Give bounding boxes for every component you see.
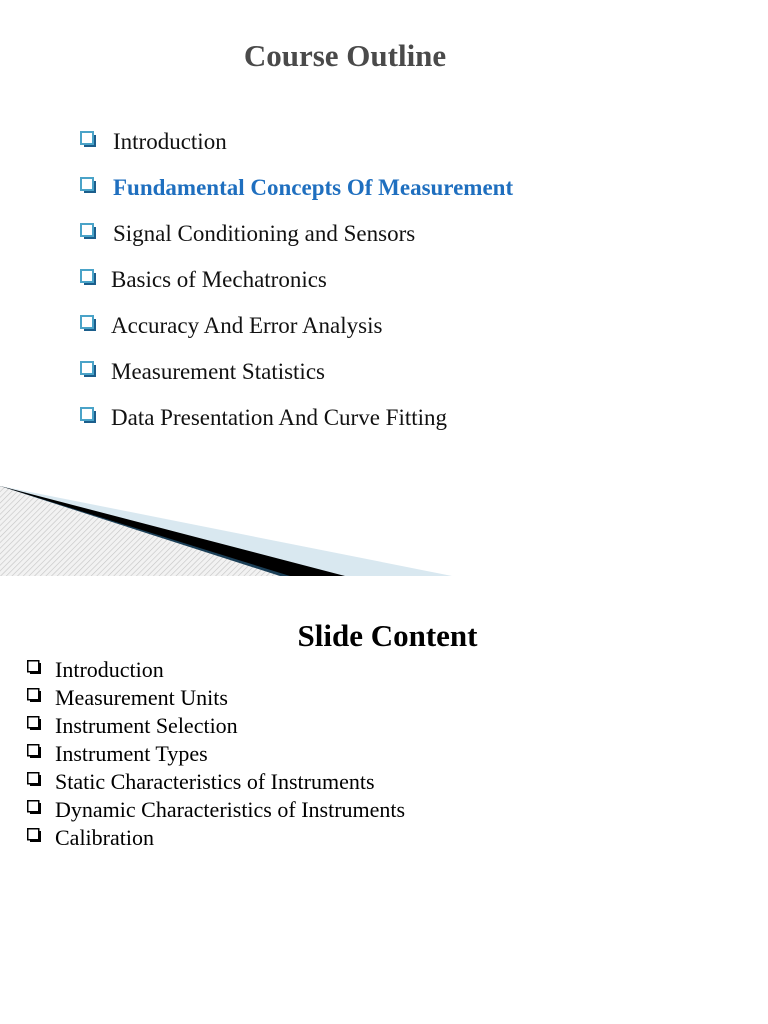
notes-item [27, 712, 405, 740]
outline-item-label: Fundamental Concepts Of Measurement [113, 175, 514, 200]
slide-notes [0, 576, 768, 1024]
hollow-square-bullet-icon [80, 361, 97, 378]
hollow-square-bullet-icon [80, 269, 97, 286]
notes-item [27, 740, 405, 768]
outline-item-label: Signal Conditioning and Sensors [113, 221, 416, 246]
notes-item-label: Dynamic Characteristics of Instruments [55, 797, 406, 822]
checkbox-square-icon [27, 660, 41, 674]
outline-item-active [80, 173, 513, 219]
outline-item [80, 357, 513, 403]
notes-item [27, 824, 405, 852]
notes-item-label: Instrument Selection [55, 713, 238, 738]
hollow-square-bullet-icon [80, 223, 97, 240]
course-outline-list [80, 127, 513, 449]
hollow-square-bullet-icon [80, 177, 97, 194]
notes-item-label: Calibration [55, 825, 154, 850]
outline-item [80, 311, 513, 357]
checkbox-square-icon [27, 716, 41, 730]
hollow-square-bullet-icon [80, 407, 97, 424]
outline-item-label: Measurement Statistics [111, 359, 325, 384]
outline-item-label: Basics of Mechatronics [111, 267, 327, 292]
outline-item [80, 219, 513, 265]
outline-item-label: Introduction [113, 129, 227, 154]
checkbox-square-icon [27, 688, 41, 702]
notes-title: Slide Content [297, 618, 478, 653]
notes-list [27, 656, 405, 852]
notes-item [27, 768, 405, 796]
notes-item-label: Static Characteristics of Instruments [55, 769, 375, 794]
outline-item [80, 403, 513, 449]
outline-item-label: Accuracy And Error Analysis [111, 313, 383, 338]
notes-item [27, 656, 405, 684]
checkbox-square-icon [27, 800, 41, 814]
notes-item [27, 684, 405, 712]
hollow-square-bullet-icon [80, 131, 97, 148]
checkbox-square-icon [27, 772, 41, 786]
notes-item [27, 796, 405, 824]
notes-item-label: Instrument Types [55, 741, 208, 766]
outline-item [80, 265, 513, 311]
checkbox-square-icon [27, 828, 41, 842]
hollow-square-bullet-icon [80, 315, 97, 332]
slide-corner-decoration [0, 480, 768, 576]
checkbox-square-icon [27, 744, 41, 758]
notes-item-label: Measurement Units [55, 685, 228, 710]
slide-title: Course Outline [243, 38, 447, 73]
outline-item-label: Data Presentation And Curve Fitting [111, 405, 448, 430]
outline-item [80, 127, 513, 173]
notes-item-label: Introduction [55, 657, 164, 682]
